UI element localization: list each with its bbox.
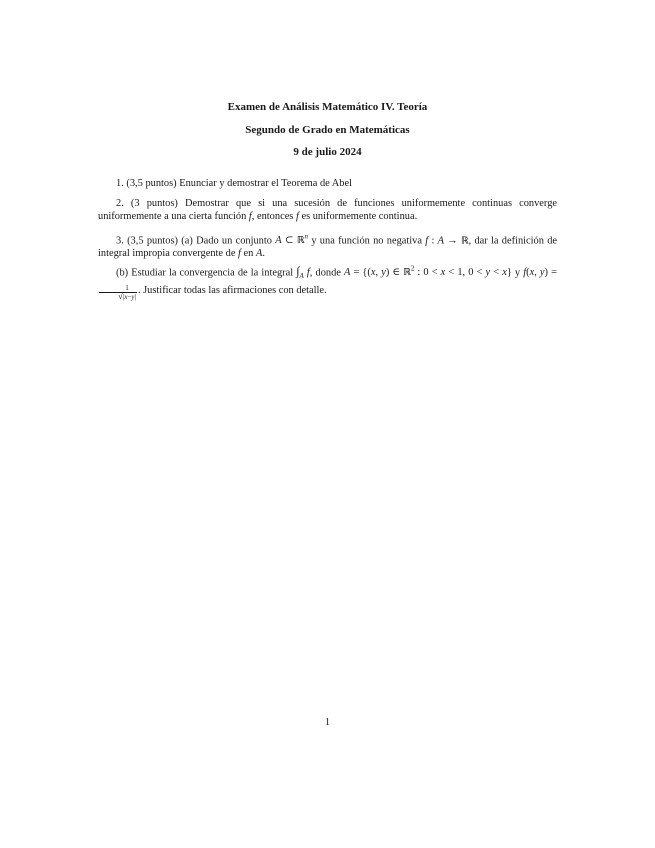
problem-3-part-a: 3. (3,5 puntos) (a) Dado un conjunto A ⊂ ℝ$^n$ y una función no negativa f : A → ℝ, dar la definición de integral impropia convergente de f en A. bbox=[98, 233, 558, 260]
problem-3a-text-4: en bbox=[243, 248, 254, 260]
math-A: A bbox=[255, 248, 263, 260]
problem-1 bbox=[98, 177, 557, 190]
problem-3-points: (3,5 puntos) bbox=[127, 235, 178, 247]
math-f: f bbox=[248, 211, 252, 222]
math-f: f bbox=[238, 248, 241, 260]
math-function-map: f : A → ℝ bbox=[425, 235, 469, 247]
math-function-definition: f(x, y) = $\frac{1}{√|x-y|}$ bbox=[98, 267, 557, 295]
problem-3-part-b bbox=[98, 263, 557, 301]
problem-2-text-b: , entonces bbox=[251, 211, 294, 222]
problem-1-number: 1. bbox=[116, 178, 124, 189]
problem-2-text-c: es uniformemente continua. bbox=[301, 211, 418, 222]
problem-2-text-a: Demostrar que si una sucesión de funciones uniformemente continuas converge uniformemente a una cierta función bbox=[98, 198, 557, 222]
problem-1-points: (3,5 puntos) bbox=[126, 178, 177, 189]
math-set-inclusion: A ⊂ ℝ$^n$ bbox=[275, 233, 309, 247]
problem-3b-text-4: . Justificar todas las afirmaciones con detalle. bbox=[137, 284, 327, 296]
problem-3a-text-3: , dar la definición de integral impropia convergente de bbox=[98, 235, 558, 260]
problem-3b-label: (b) bbox=[116, 267, 129, 279]
problem-3a-label: (a) bbox=[181, 235, 193, 247]
problem-2-number: 2. bbox=[116, 198, 124, 209]
problem-3a-text-1: Dado un conjunto bbox=[196, 235, 272, 247]
problem-3a-text-2: y una función no negativa bbox=[311, 235, 422, 247]
math-integral: $\int_A$ f bbox=[296, 264, 310, 281]
exam-date: 9 de julio 2024 bbox=[293, 146, 362, 158]
math-domain-definition: A = {(x, y) ∈ ℝ$^2$ : 0 < x < 1, 0 < y < x} bbox=[344, 265, 512, 279]
problem-3b-text-1: Estudiar la convergencia de la integral bbox=[131, 267, 294, 279]
page-number: 1 bbox=[324, 717, 331, 728]
problem-2-points: (3 puntos) bbox=[130, 198, 178, 209]
exam-title: Examen de Análisis Matemático IV. Teoría bbox=[227, 101, 428, 113]
problem-1-text: Enunciar y demostrar el Teorema de Abel bbox=[179, 178, 353, 189]
exam-subtitle: Segundo de Grado en Matemáticas bbox=[245, 124, 410, 136]
math-f: f bbox=[295, 211, 299, 222]
problem-3b-text-2: , donde bbox=[309, 267, 341, 279]
problem-2 bbox=[98, 197, 557, 223]
problem-3b-text-3: y bbox=[514, 267, 521, 279]
problem-3-number: 3. bbox=[116, 235, 124, 247]
